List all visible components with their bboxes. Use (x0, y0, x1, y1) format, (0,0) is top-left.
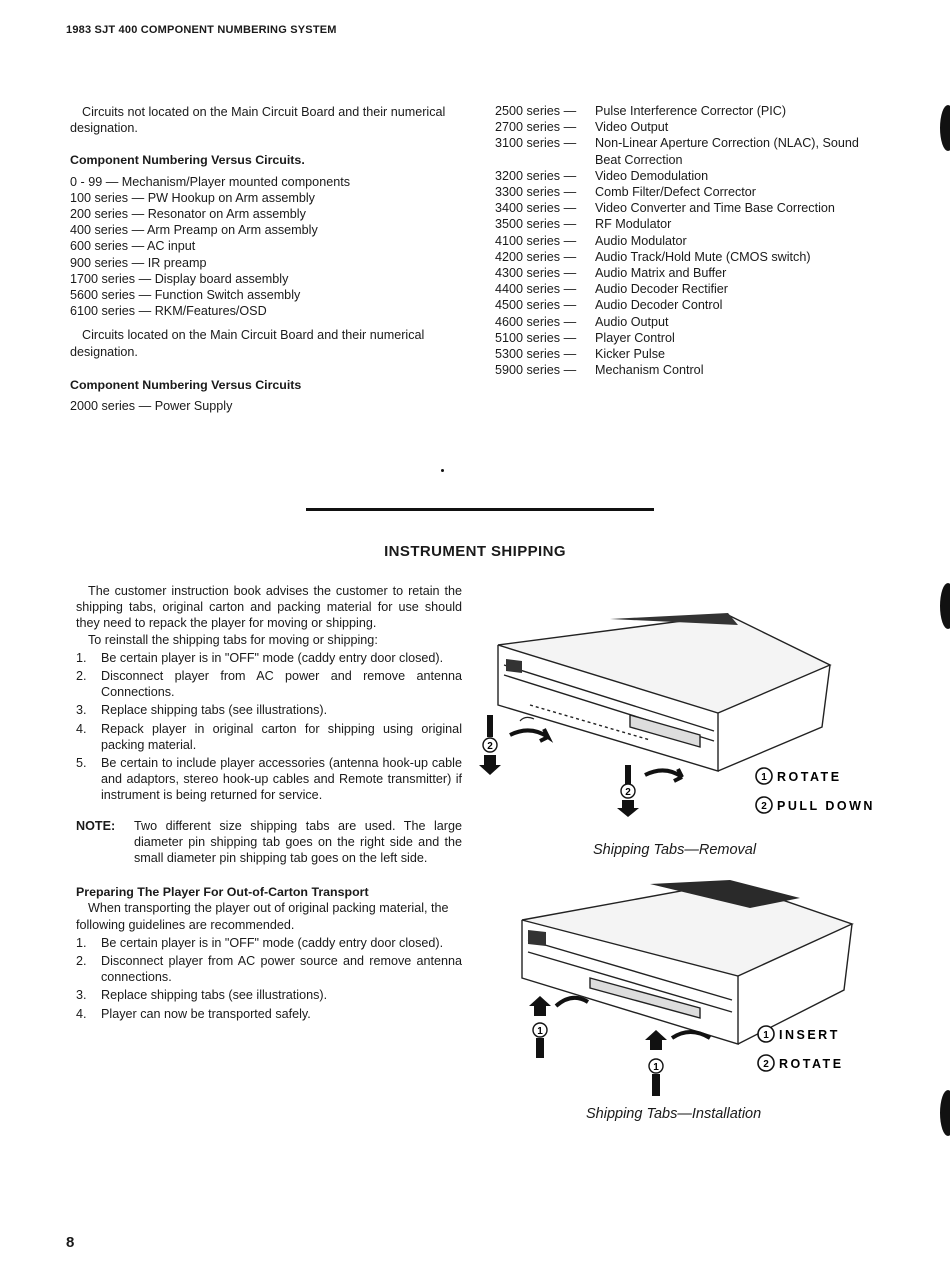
series-row (495, 200, 885, 216)
series-list-item: 600 series — AC input (70, 239, 196, 254)
step-number: 4. (76, 1006, 87, 1021)
series-key: 2700 series — (495, 120, 577, 135)
step-number: 3. (76, 988, 87, 1003)
series-value: Audio Decoder Control (595, 298, 723, 313)
series-row (495, 103, 885, 119)
left-arrow-group (529, 996, 588, 1058)
series-key: 4100 series — (495, 233, 577, 248)
series-row (495, 314, 885, 330)
series-list-item: 900 series — IR preamp (70, 255, 207, 270)
tab-bar (625, 765, 631, 785)
callout-pull-down (756, 797, 875, 813)
binder-hole-mark (940, 1090, 950, 1136)
step-number: 4. (76, 721, 87, 736)
series-value: Audio Decoder Rectifier (595, 282, 728, 297)
transport-heading: Preparing The Player For Out-of-Carton Transport (76, 885, 369, 900)
player-drawing (522, 880, 852, 1044)
series-row (495, 249, 885, 265)
binder-hole-mark (940, 583, 950, 629)
callout-rotate (756, 768, 842, 784)
series-key: 5100 series — (495, 330, 577, 345)
step-item (76, 987, 462, 1003)
up-arrow-icon (645, 1030, 667, 1050)
note-block (76, 818, 462, 867)
series-list-item: 400 series — Arm Preamp on Arm assembly (70, 223, 318, 238)
series-value: Audio Output (595, 314, 669, 329)
intro-main-board: Circuits located on the Main Circuit Board and their numerical designation. (70, 328, 425, 359)
series-key: 4400 series — (495, 282, 577, 297)
series-list-item: 6100 series — RKM/Features/OSD (70, 304, 267, 319)
callout-1-text: ROTATE (777, 770, 842, 784)
series-list-item: 0 - 99 — Mechanism/Player mounted components (70, 174, 350, 189)
series-key: 3500 series — (495, 217, 577, 232)
series-key: 5300 series — (495, 347, 577, 362)
right-arrow-group (645, 1030, 710, 1096)
intro-off-board: Circuits not located on the Main Circuit Board and their numerical designation. (70, 105, 446, 136)
reinstall-lead: To reinstall the shipping tabs for moving or shipping: (88, 632, 378, 647)
removal-illustration (470, 595, 910, 835)
series-value: Video Demodulation (595, 168, 709, 183)
series-key: 2500 series — (495, 104, 577, 118)
heading-main-board: Component Numbering Versus Circuits (70, 377, 302, 392)
step-text: Disconnect player from AC power source and remove antenna connections. (101, 954, 462, 985)
series-value: Audio Modulator (595, 233, 687, 248)
page-number: 8 (66, 1234, 75, 1251)
step-number: 1. (76, 935, 87, 950)
step-text: Be certain to include player accessories (antenna hook-up cable and adaptors, stereo hook-up cables and Remote transmitter) if instrument is being returned for service. (101, 756, 462, 803)
series-row (495, 168, 885, 184)
step-text: Be certain player is in "OFF" mode (caddy entry door closed). (101, 650, 444, 665)
section-title: INSTRUMENT SHIPPING (384, 543, 566, 560)
step-item (76, 668, 462, 700)
transport-intro: When transporting the player out of original packing material, the following guidelines are recommended. (76, 901, 449, 932)
section-divider (306, 508, 654, 511)
series-value: Audio Track/Hold Mute (CMOS switch) (595, 249, 811, 264)
callout-2-num: 2 (761, 801, 767, 812)
step-item (76, 702, 462, 718)
step-item (76, 1006, 462, 1022)
tab-bar (487, 715, 493, 737)
removal-caption: Shipping Tabs—Removal (593, 842, 757, 858)
series-key: 3200 series — (495, 168, 577, 183)
step-text: Repack player in original carton for shipping using original packing material. (101, 721, 462, 752)
series-row (495, 184, 885, 200)
player-drawing (498, 613, 830, 771)
installation-caption: Shipping Tabs—Installation (586, 1106, 762, 1122)
callout-insert (758, 1026, 840, 1042)
step-number: 1. (76, 650, 87, 665)
series-value: Kicker Pulse (595, 347, 665, 362)
speck-mark (441, 469, 444, 472)
arrow-step-num: 2 (625, 787, 631, 798)
step-item (76, 755, 462, 804)
step-text: Replace shipping tabs (see illustrations). (101, 703, 328, 718)
arrow-step-num: 1 (653, 1062, 659, 1073)
step-number: 5. (76, 756, 87, 771)
series-value: Video Output (595, 120, 669, 135)
step-number: 3. (76, 703, 87, 718)
series-list-item: 2000 series — Power Supply (70, 399, 233, 414)
series-key: 4600 series — (495, 314, 577, 329)
step-item (76, 953, 462, 985)
series-row (495, 330, 885, 346)
off-board-series-list (70, 174, 465, 320)
series-key: 3100 series — (495, 136, 577, 151)
callout-1-num: 1 (763, 1030, 769, 1041)
heading-off-board: Component Numbering Versus Circuits. (70, 153, 305, 168)
up-arrow-icon (529, 996, 551, 1016)
step-item (76, 935, 462, 951)
step-item (76, 650, 462, 666)
series-key: 4300 series — (495, 266, 577, 281)
down-arrow-icon (617, 800, 639, 817)
series-row (495, 362, 885, 378)
rotate-arrow-icon (556, 998, 588, 1006)
tab-bar (652, 1074, 660, 1096)
callout-1-text: INSERT (779, 1028, 840, 1042)
right-arrow-group (617, 765, 682, 817)
series-value: Video Converter and Time Base Correction (595, 201, 835, 216)
callout-2-text: ROTATE (779, 1057, 844, 1071)
step-text: Player can now be transported safely. (101, 1006, 311, 1021)
step-text: Be certain player is in "OFF" mode (caddy entry door closed). (101, 935, 444, 950)
rotate-arrow-icon (672, 1032, 710, 1038)
left-column (70, 104, 465, 414)
binder-hole-mark (940, 105, 950, 151)
series-row (495, 265, 885, 281)
series-list-item: 5600 series — Function Switch assembly (70, 288, 301, 303)
callout-2-num: 2 (763, 1059, 769, 1070)
series-row (495, 119, 885, 135)
series-row (495, 135, 885, 167)
series-value: Non-Linear Aperture Correction (NLAC), Sound Beat Correction (595, 136, 859, 167)
rotate-arrow-icon (510, 729, 548, 741)
series-key: 5900 series — (495, 363, 577, 378)
step-number: 2. (76, 669, 87, 684)
series-list-item: 1700 series — Display board assembly (70, 271, 289, 286)
series-key: 4200 series — (495, 249, 577, 264)
rotate-arrow-icon (645, 769, 682, 781)
series-row (495, 233, 885, 249)
step-number: 2. (76, 954, 87, 969)
installation-illustration (500, 868, 910, 1098)
step-text: Disconnect player from AC power and remove antenna Connections. (101, 669, 462, 700)
callout-rotate (758, 1055, 844, 1071)
transport-steps (76, 935, 462, 1022)
tab-bar (536, 1038, 544, 1058)
main-board-series-list (70, 398, 465, 414)
series-value: Player Control (595, 330, 675, 345)
series-list-item: 100 series — PW Hookup on Arm assembly (70, 190, 315, 205)
arrow-step-num: 1 (537, 1026, 543, 1037)
series-value: Pulse Interference Corrector (PIC) (595, 104, 787, 118)
series-row (495, 281, 885, 297)
series-key: 3300 series — (495, 185, 577, 200)
note-label: NOTE: (76, 818, 116, 833)
reinstall-steps (76, 650, 462, 804)
series-row (495, 346, 885, 362)
series-value: Comb Filter/Defect Corrector (595, 185, 756, 200)
step-text: Replace shipping tabs (see illustrations). (101, 988, 328, 1003)
series-key: 3400 series — (495, 201, 577, 216)
down-arrow-icon (479, 755, 501, 775)
page-header: 1983 SJT 400 COMPONENT NUMBERING SYSTEM (66, 24, 337, 36)
series-key: 4500 series — (495, 298, 577, 313)
shipping-intro: The customer instruction book advises the customer to retain the shipping tabs, original carton and packing material for use should they need to repack the player for moving or shipping. (76, 584, 462, 631)
note-text: Two different size shipping tabs are used. The large diameter pin shipping tab goes on the right side and the small diameter pin shipping tab goes on the left side. (134, 818, 462, 866)
series-value: Mechanism Control (595, 363, 704, 378)
shipping-text (76, 583, 462, 1022)
callout-2-text: PULL DOWN (777, 799, 875, 813)
series-row (495, 297, 885, 313)
series-value: Audio Matrix and Buffer (595, 266, 727, 281)
right-column-series (495, 103, 885, 378)
series-value: RF Modulator (595, 217, 672, 232)
series-row (495, 216, 885, 232)
arrow-step-num: 2 (487, 741, 493, 752)
callout-1-num: 1 (761, 772, 767, 783)
step-item (76, 721, 462, 753)
left-arrow-group (479, 715, 548, 775)
series-list-item: 200 series — Resonator on Arm assembly (70, 207, 306, 222)
